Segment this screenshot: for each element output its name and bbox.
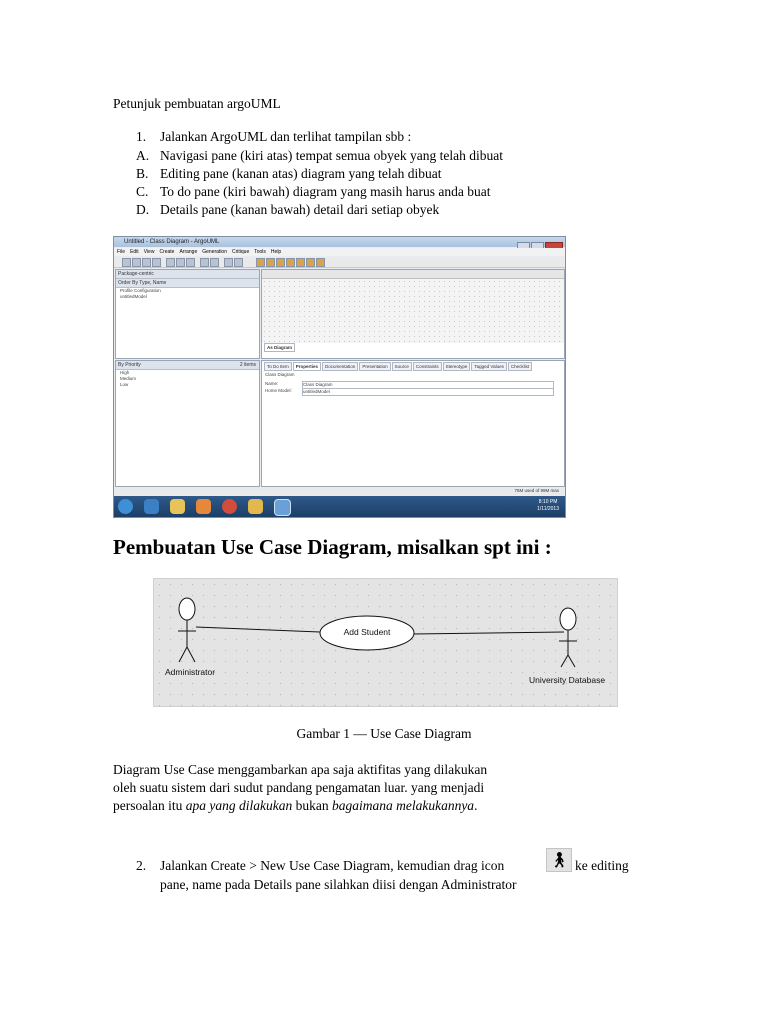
toolbar-icon [234, 258, 243, 267]
app-icon [248, 499, 263, 514]
step-two-text: pane, name pada Details pane silahkan diisi dengan Administrator [160, 877, 517, 892]
toolbar-icon [276, 258, 285, 267]
tab-properties: Properties [293, 362, 321, 371]
clock-time: 8:10 PM [538, 499, 558, 505]
diagram-tabs [262, 343, 564, 352]
toolbar-icon [286, 258, 295, 267]
toolbar-icon [186, 258, 195, 267]
menu-item: Edit [130, 249, 139, 255]
toolbar-icon [122, 258, 131, 267]
list-item: To do pane (kiri bawah) diagram yang masih harus anda buat [160, 184, 491, 199]
status-bar [114, 487, 565, 495]
main-toolbar [114, 257, 565, 268]
association-right [413, 632, 564, 634]
folder-icon [170, 499, 185, 514]
intro-title: Petunjuk pembuatan argoUML [113, 96, 281, 111]
toolbar-icon [166, 258, 175, 267]
todo-sort-label: By Priority [118, 362, 141, 368]
list-item: Editing pane (kanan atas) diagram yang telah dibuat [160, 166, 442, 181]
menu-item: Tools [254, 249, 266, 255]
todo-count: 2 items [239, 362, 256, 368]
paragraph-line: oleh suatu sistem dari sudut pandang pengamatan luar. yang menjadi [113, 780, 485, 795]
details-home-field: untitledModel [302, 388, 554, 396]
menu-item: View [143, 249, 155, 255]
list-item: Jalankan ArgoUML dan terlihat tampilan sbb : [160, 129, 412, 144]
figure-caption: Gambar 1 — Use Case Diagram [296, 726, 472, 741]
details-name-field: Class Diagram [302, 381, 554, 389]
editing-pane [261, 269, 565, 359]
list-marker: D. [136, 202, 150, 217]
nav-order-select: Order By Type, Name [116, 279, 259, 288]
toolbar-icon [306, 258, 315, 267]
toolbar-icon [316, 258, 325, 267]
list-marker: A. [136, 148, 150, 163]
browser-icon [144, 499, 159, 514]
tab-todo-item: To Do Item [264, 362, 292, 371]
tree-item: High [120, 370, 130, 375]
toolbar-icon [296, 258, 305, 267]
step-two-text: Jalankan Create > New Use Case Diagram, kemudian drag icon [160, 858, 505, 873]
memory-status: 75M used of 99M max [514, 488, 559, 493]
step-two-text: ke editing [575, 858, 629, 873]
tab-presentation: Presentation [359, 362, 390, 371]
actor-left-label: Administrator [165, 667, 216, 677]
menu-bar [114, 248, 565, 256]
chrome-icon [222, 499, 237, 514]
emphasis-text: apa yang dilakukan [185, 798, 293, 813]
tree-item: Profile Configuration [120, 288, 161, 293]
argouml-screenshot [113, 236, 566, 518]
tab-documentation: Documentation [322, 362, 358, 371]
toolbar-icon [256, 258, 265, 267]
tab-constraints: Constraints [413, 362, 442, 371]
toolbar-icon [176, 258, 185, 267]
system-clock [537, 499, 559, 513]
menu-item: Generation [202, 249, 227, 255]
tree-item: Medium [120, 376, 137, 381]
menu-item: Arrange [179, 249, 198, 255]
section-heading: Pembuatan Use Case Diagram, misalkan spt ini : [113, 535, 552, 559]
menu-item: Create [159, 249, 175, 255]
media-icon [196, 499, 211, 514]
paragraph-text: persoalan itu [113, 798, 186, 813]
navigation-pane [115, 269, 260, 359]
tree-item: Low [120, 382, 129, 387]
diagram-canvas [262, 279, 564, 343]
details-tabs [262, 361, 564, 372]
use-case-label: Add Student [343, 627, 391, 637]
toolbar-icon [266, 258, 275, 267]
clock-date: 1/11/2013 [537, 506, 559, 512]
actor-left-figure [178, 598, 196, 662]
list-marker: B. [136, 166, 149, 181]
windows-taskbar [114, 496, 565, 517]
details-class-label: Class Diagram [265, 372, 295, 377]
emphasis-text: bagaimana melakukannya [331, 798, 475, 813]
window-title: Untitled - Class Diagram - ArgoUML [124, 239, 220, 245]
menu-item: Critique [232, 249, 250, 255]
toolbar-icon [200, 258, 209, 267]
list-item: Navigasi pane (kiri atas) tempat semua obyek yang telah dibuat [160, 148, 504, 163]
toolbar-icon [224, 258, 233, 267]
tab-as-diagram: As Diagram [264, 343, 295, 352]
paragraph-text: . [474, 798, 478, 813]
list-marker: 2. [136, 858, 147, 873]
toolbar-icon [142, 258, 151, 267]
menu-item: File [117, 249, 126, 255]
todo-pane-header [116, 361, 259, 370]
menu-item: Help [270, 249, 282, 255]
list-marker: 1. [136, 129, 147, 144]
todo-pane [115, 360, 260, 487]
window-controls [516, 238, 563, 246]
paragraph-line: Diagram Use Case menggambarkan apa saja aktifitas yang dilakukan [113, 762, 488, 777]
tab-source: Source [392, 362, 412, 371]
actor-right-figure [559, 608, 577, 667]
diagram-toolbar [262, 270, 564, 279]
start-button-icon [118, 499, 133, 514]
paragraph-text: bukan [292, 798, 332, 813]
toolbar-icon [210, 258, 219, 267]
details-name-label: Name: [265, 381, 279, 386]
tab-tagged-values: Tagged Values [471, 362, 506, 371]
paragraph-line [113, 797, 477, 815]
association-left [196, 627, 320, 632]
tree-item: untitledModel [120, 294, 147, 299]
nav-pane-header: Package-centric [116, 270, 259, 279]
details-pane [261, 360, 565, 487]
actor-icon: 🚶︎ [546, 848, 572, 872]
tab-stereotype: Stereotype [443, 362, 471, 371]
argouml-taskbar-icon [274, 499, 291, 516]
list-marker: C. [136, 184, 149, 199]
details-home-label: Home Model: [265, 388, 292, 393]
toolbar-icon [152, 258, 161, 267]
toolbar-icon [132, 258, 141, 267]
use-case-diagram [153, 578, 618, 707]
list-item: Details pane (kanan bawah) detail dari setiap obyek [160, 202, 440, 217]
use-case-diagram-svg [154, 579, 617, 706]
actor-right-label: University Database [529, 675, 606, 685]
tab-checklist: Checklist [508, 362, 532, 371]
